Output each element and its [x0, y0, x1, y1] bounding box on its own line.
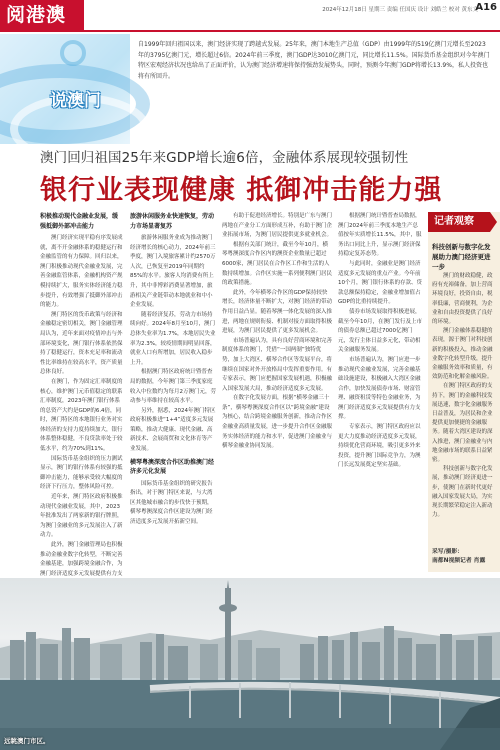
paragraph: 在数字化发展方面，根据“横琴金融三十条”，横琴粤澳深度合作区以“跨境金融”建设为核心，结合跨境金融服务创新，推动合作区金融业高质量发展，进一步提升合作区金融服务实体经济的能力和水平，促进澳门金融业与横琴金融业协同发展。 — [222, 395, 333, 450]
section-subheading: 横琴粤澳深度合作区助推澳门经济多元化发展 — [130, 458, 215, 476]
masthead-rule — [0, 30, 500, 32]
section-logo: 阅港澳 — [0, 0, 84, 30]
skyline-illustration — [0, 578, 500, 750]
article-subheadline: 澳门回归祖国25年来GDP增长逾6倍，金融体系展现较强韧性 — [40, 150, 409, 166]
paragraph: 在澳门，作为固定汇率制度的核心，维护澳门元币值稳定的联系汇率制度，2023年澳门银行体系的总资产大约是GDP的6.4倍，同时，澳门特区的本地银行业务对实体经济的支持力度持续加大，银行体系整体稳健，不良贷款率处于较低水平，约为70%到11%。 — [40, 378, 123, 453]
article-column-1 — [40, 212, 123, 577]
article-column-2 — [130, 212, 216, 570]
paragraph: 澳门金融体系稳健的表现，源于澳门对科技创新的积极投入，推动金融业数字化转型升级，提升金融服务效率和质量，有效防范和化解金融风险。 — [432, 328, 493, 381]
paragraph: 根据澳门统计暨普查局数据，澳门2024年前三季度本地生产总值按年实质增长11.5%，其中，服务出口同比上升，显示澳门经济保持稳定复苏态势。 — [338, 213, 422, 258]
paragraph: 国际货币基金组织的研究报告指出，对于澳门特区来说，与大湾区其他城市融合的步伐快于预期，横琴粤澳深度合作区建设为澳门经济适度多元发展开拓新空间。 — [130, 480, 213, 526]
paragraph: 与此同时，金融业是澳门经济适度多元发展的重点产业。今年前10个月，澳门银行体系的存款、贷款总额保持稳定，金融业增加值占GDP的比重持续提升。 — [338, 260, 422, 306]
paragraph: 根据有关部门统计，截至今年10月，横琴粤澳深度合作区内的澳资企业数量已超过6000家，澳门居民在合作区工作和生活的人数持续增加。合作区实施一系列便利澳门居民的政策措施。 — [222, 241, 333, 287]
paragraph: 此外，今年横琴合作区的GDP保持较快增长，经济体量不断扩大，对澳门经济的带动作用日益凸显。随着琴澳一体化发展的深入推进，两地在规则衔接、机制对接方面取得积极进展，为澳门居民提供了更多发展机会。 — [222, 289, 333, 335]
paragraph: 有助于促进经济增长。特别是广东与澳门两地在产业分工方面形成互补，有助于澳门企业拓展市场，为澳门居民提供更多就业机会。 — [222, 213, 333, 239]
paragraph: 专家表示，澳门特区政府应以更大力度推动经济适度多元发展，持续优化营商环境，吸引更多外来投资，提升澳门国际竞争力，为澳门长远发展奠定坚实基础。 — [338, 424, 421, 469]
byline: 采写/摄影： 南都N视频记者 肖露 — [432, 549, 486, 564]
paragraph: 旅游休闲服务业成为推动澳门经济增长的核心动力，2024年前三季度，澳门入境旅客累计约2570万人次，已恢复至2019年同期约85%的水平。旅客人均消费有所上升，其中非博彩消费显著增加，旅游相关产业链带动本地就业和中小企业发展。 — [130, 235, 216, 309]
paragraph: 澳门特区的货币政策与经济和金融稳定密切相关，澳门金融管理局认为，近年来面对疫情冲击与外部环境变化，澳门银行体系依然保持了稳健运行，资本充足率和流动性比率维持在较高水平，资产质量总体良好。 — [40, 311, 123, 376]
issue-info: 2024年12月18日 星期三 责编 任国庆 设计 刘皓兰 校对 黄东文 — [322, 7, 478, 13]
sidebar-body — [432, 272, 496, 520]
paragraph: 近年来，澳门特区政府积极推动现代金融业发展，其中，2023年批准发出了两家新的银行牌照，为澳门金融业的多元发展注入了新动力。 — [40, 494, 123, 539]
paragraph: 债券市场发展取得积极进展，截至今年10月，在澳门发行及上市的债券总额已超过7000亿澳门元，发行主体日益多元化，带动相关金融服务发展。 — [338, 308, 422, 354]
page-number: A16 — [475, 2, 497, 13]
paragraph: 国际货币基金组织的压力测试显示，澳门的银行体系有较强的抵御冲击能力，能够承受较大幅度的经济下行压力，整体风险可控。 — [40, 455, 123, 491]
paragraph: 澳门的财政稳健，政府有充裕储备，加上营商环境良好，投资自由，税率低廉，营商便利，为企业和自由投资提供了良好的环境。 — [432, 273, 493, 326]
macau-skyline-photo — [0, 578, 500, 750]
paragraph: 澳门经济实现平稳有序发展成就，离不开金融体系的稳健运行和金融监管的有力保障。回归以来，澳门积极推动现代金融业发展，完善金融监管体系，金融机构资产规模持续扩大，服务实体经济能力稳步提升，有效增强了抵御外部冲击的能力。 — [40, 235, 123, 309]
sidebar-title: 科技创新与数字化发展助力澳门经济更进一步 — [432, 243, 491, 271]
section-subheading: 旅游休闲服务业快速恢复，劳动力市场显著复苏 — [130, 213, 215, 230]
photo-caption: 远眺澳门市区。 — [4, 737, 50, 745]
paragraph: 随着经济复苏，劳动力市场持续向好。2024年8月至10月，澳门总体失业率为1.7%，本地居民失业率为2.3%，较疫情期间明显回落，就业人口有所增加，居民收入稳步上升。 — [130, 311, 216, 366]
column-label: 说澳门 — [50, 91, 101, 111]
sidebar-tag: 记者观察 — [428, 212, 490, 232]
paragraph: 科技创新与数字化发展，推动澳门经济更进一步，使澳门在新时代更好融入国家发展大局，为实现长期繁荣稳定注入新动力。 — [432, 466, 493, 519]
article-column-4 — [338, 212, 422, 570]
masthead — [0, 0, 500, 30]
paragraph: 另外，据悉，2024年澳门特区政府积极推进“1+4”适度多元发展策略，推动大健康、现代金融、高新技术、会展商贸和文化体育等产业发展。 — [130, 407, 216, 453]
article-headline: 银行业表现健康 抵御冲击能力强 — [40, 175, 443, 206]
lead-summary: 自1999年回归祖国以来，澳门经济实现了跨越式发展。25年来，澳门本地生产总值（GDP）由1999年的519亿澳门元增长至2023年的3795亿澳门元，增长超过6倍。2024年前三季度，澳门GDP达3010亿澳门元，同比增长11.5%。国际货币基金组织对今年澳门特区宏观经济状况也给出了正面评价，认为澳门经济增速将保持强劲发展势头，同时，预测今年澳门GDP将增长13.9%，私人投资也将有所回升。 — [138, 41, 490, 80]
paragraph: 在澳门特区政府的支持下，澳门的金融科技发展迅速，数字化金融服务日益普及，为居民和企业提供更加便捷的金融服务。随着大湾区建设的深入推进，澳门金融业与内地金融市场的联系日益紧密。 — [432, 383, 493, 464]
section-subheading: 积极推动现代金融业发展，缓强抵御外部冲击能力 — [40, 213, 119, 230]
paragraph: 此外，澳门金融管理局也积极推动金融业数字化转型，不断完善金融基建，加强跨境金融合作，为澳门经济适度多元发展提供有力支 — [40, 542, 123, 577]
paragraph: 市场普遍认为，澳门应进一步推动现代金融业发展，完善金融基础设施建设，积极融入大湾区金融合作，加快发展债券市场、财富管理、融资租赁等特色金融业务，为澳门经济适度多元发展提供有力支撑。 — [338, 356, 421, 421]
paragraph: 根据澳门特区政府统计暨普查局的数据，今年澳门第三季度家庭收入中位数约为每月2万澳门元，劳动参与率维持在较高水平。 — [130, 369, 217, 405]
paragraph: 市场普遍认为，具有良好营商环境和完善制度体系的澳门，凭借“一国两制”独特优势，加上大湾区、横琴合作区等发展平台，将继续在国家对外开放格局中发挥重要作用。有专家表示，澳门应把握国家发展机遇，积极融入国家发展大局，推动经济适度多元发展。 — [222, 337, 333, 392]
article-column-3 — [222, 212, 332, 570]
